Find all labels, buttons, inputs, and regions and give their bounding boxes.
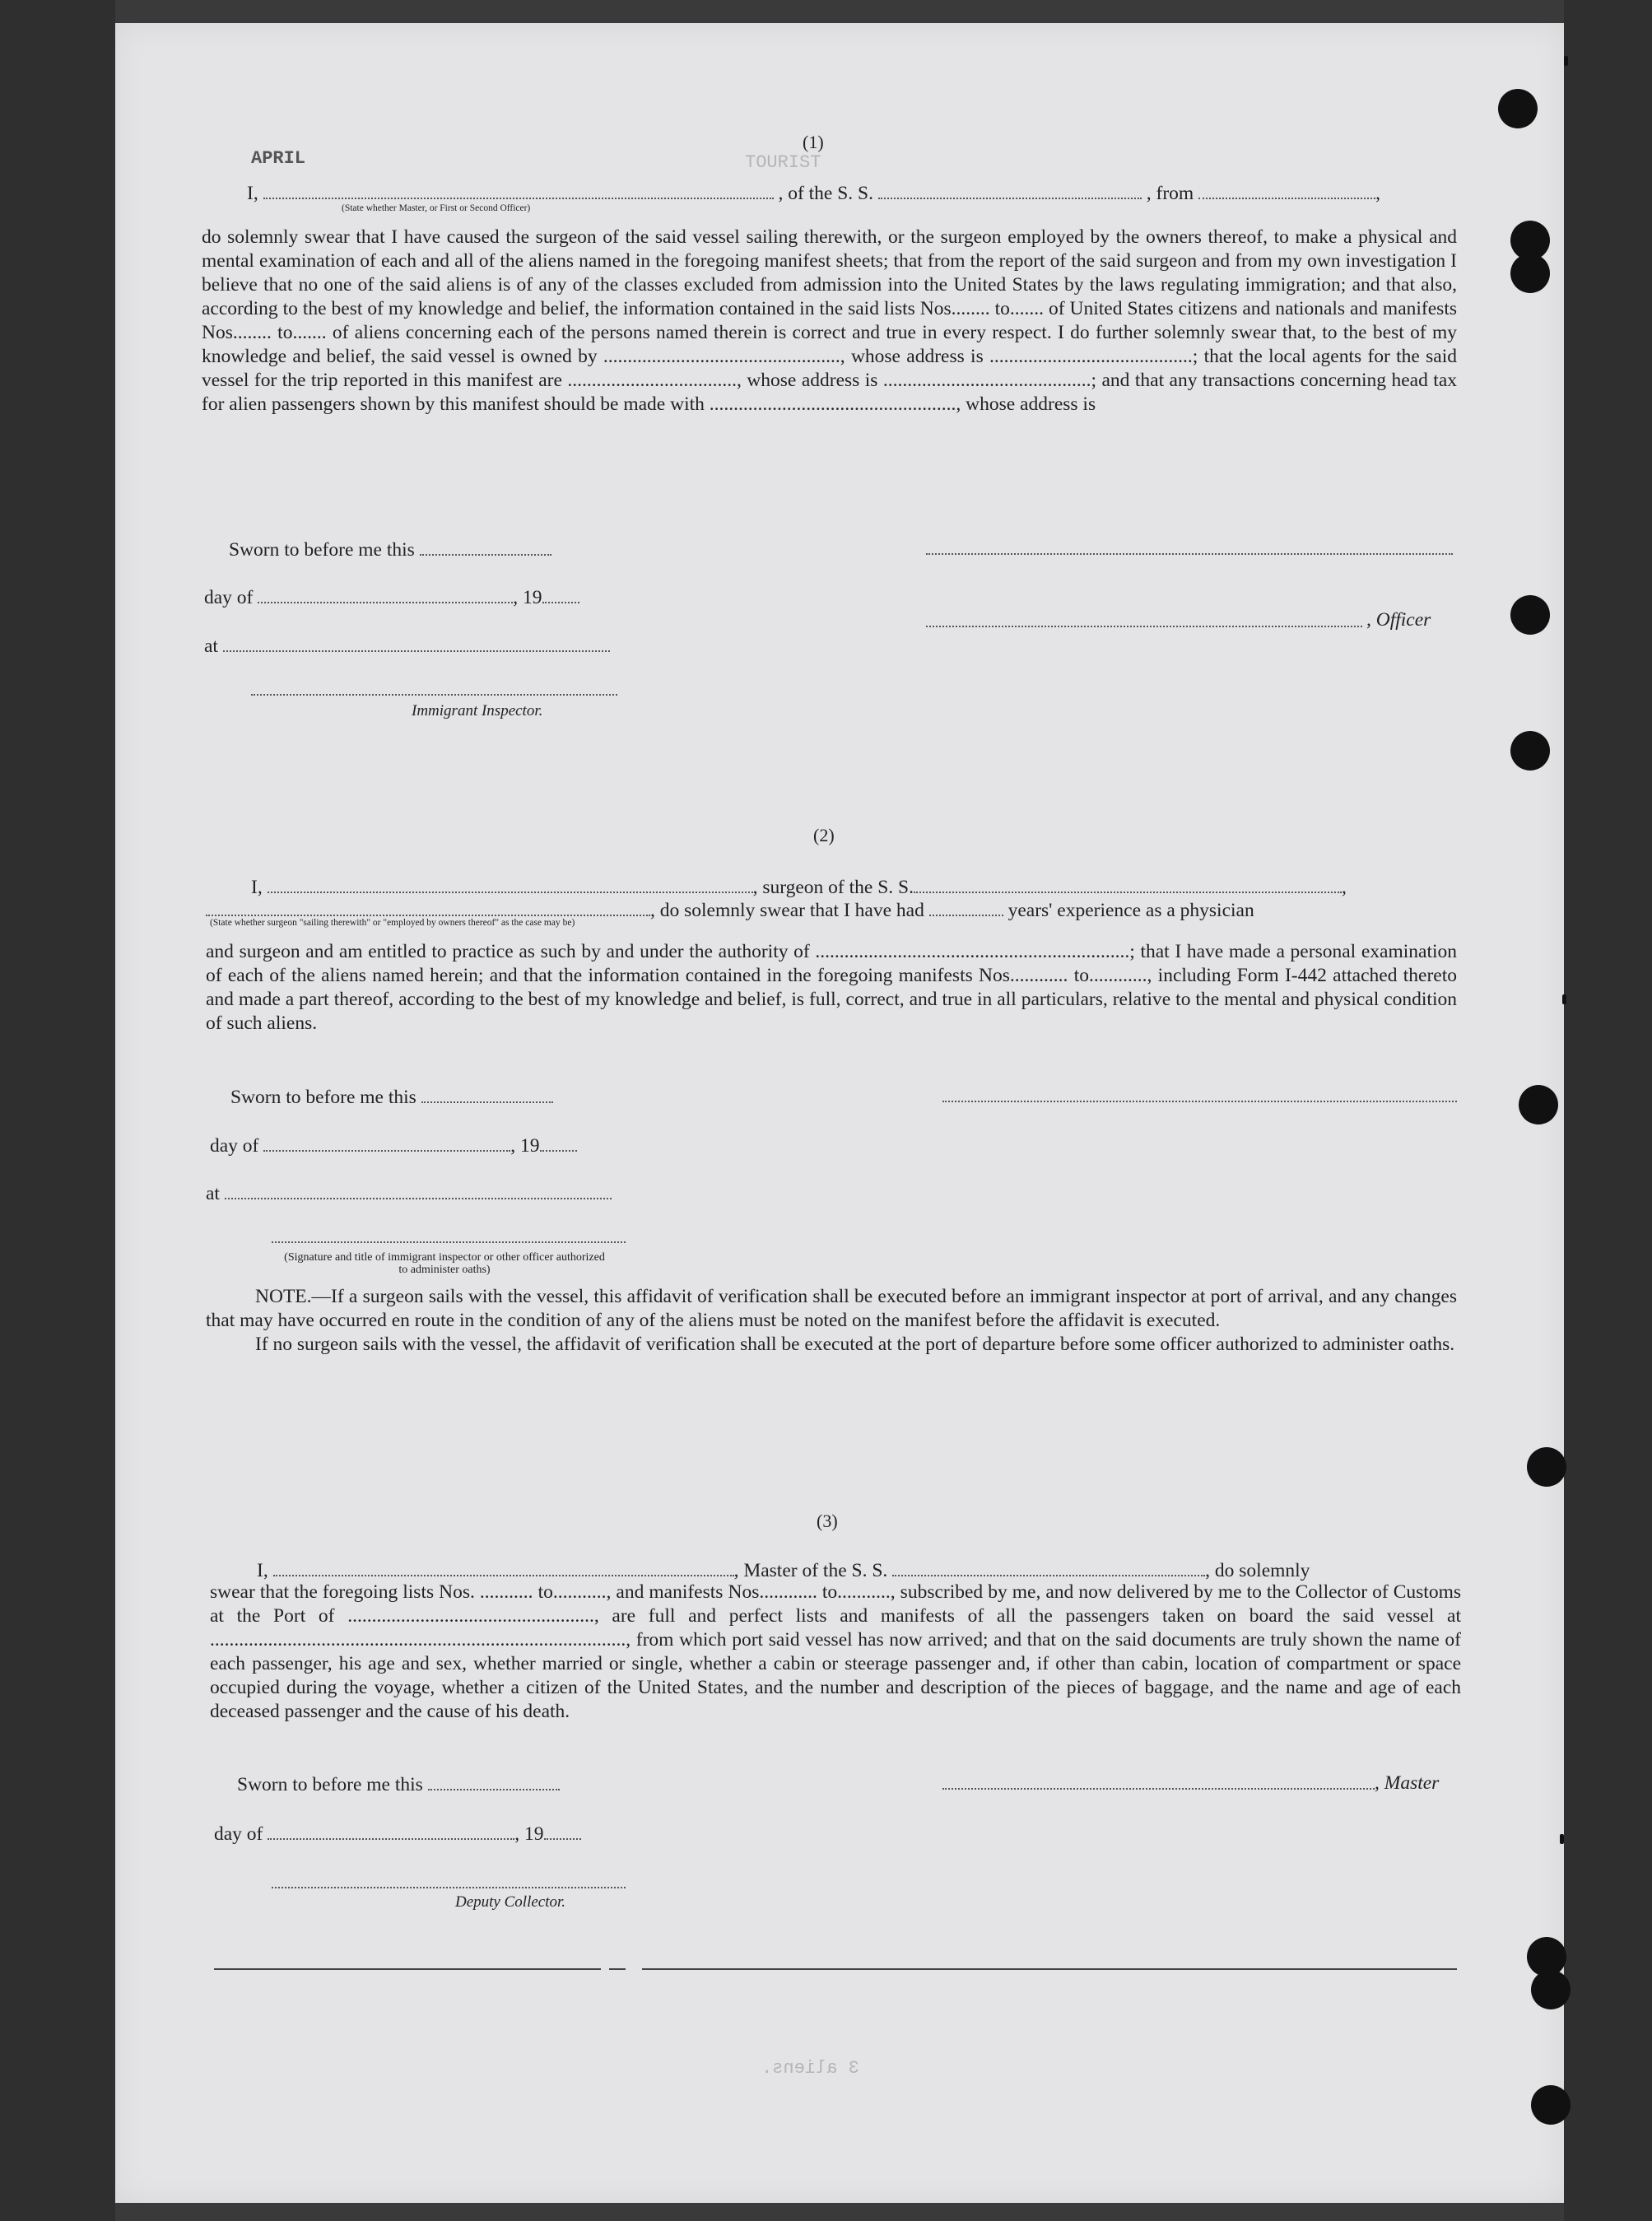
year-prefix: , 19 [514, 1823, 544, 1845]
from-label: , from [1146, 183, 1194, 204]
section-1-oath-line: I, , of the S. S. , from , [247, 183, 1380, 204]
scan-speck [1560, 1834, 1564, 1844]
surgeon-status-field[interactable] [206, 898, 650, 916]
footer-rule-left [214, 1968, 601, 1970]
footer-rule-dash [609, 1968, 626, 1970]
at-label: at [206, 1183, 220, 1204]
year-prefix: , 19 [513, 587, 542, 608]
inspector-signature-caption: (Signature and title of immigrant inspector or other officer authorized to administer oaths) [284, 1251, 605, 1276]
note-label: NOTE. [255, 1286, 312, 1307]
year-prefix: , 19 [510, 1135, 540, 1157]
year-field[interactable] [544, 1822, 581, 1840]
section-2-oath-text: and surgeon and am entitled to practice as such by and under the authority of .................................................................; that I have made a personal examination of each of the aliens named herein; and that the information contained in the foregoing manifests Nos............ to............, including Form I-442 attached thereto and made a part thereof, according to the best of my knowledge and belief, is full, correct, and true in all particulars, relative to the mental and physical condition of such aliens. [206, 941, 1457, 1034]
surgeon-caption: (State whether surgeon "sailing therewith" or "employed by owners thereof" as the case may be) [210, 918, 575, 928]
section-1-day-of [204, 585, 579, 609]
day-of-label: day of [214, 1823, 263, 1845]
scan-speck [1564, 56, 1568, 66]
swear-label: , do solemnly swear that I have had [650, 900, 924, 921]
section-3-number: (3) [817, 1511, 838, 1531]
section-2-number: (2) [813, 825, 835, 845]
years-label: years' experience as a physician [1007, 900, 1254, 921]
officer-signature-line[interactable] [926, 553, 1453, 555]
of-the-ss-label: , of the S. S. [778, 183, 874, 204]
master-signature-line[interactable] [942, 1788, 1375, 1790]
section-3-line-1 [257, 1558, 1310, 1582]
scan-margin-right [1564, 0, 1652, 2221]
day-field[interactable] [268, 1822, 514, 1840]
section-3-sworn [237, 1772, 560, 1796]
surgeon-signature-line[interactable] [942, 1101, 1457, 1102]
section-1-number: (1) [803, 132, 824, 152]
place-field[interactable] [223, 634, 610, 652]
bleed-through-stamp: TOURIST [745, 152, 821, 173]
punch-hole [1510, 595, 1550, 635]
section-3-oath-text: swear that the foregoing lists Nos. ........... to..........., and manifests Nos............ to..........., subscribed by me, and now delivered by me to the Collector of Customs at the Port of ..................................................., are full and perfect lists and manifests of all the passengers taken on board the said vessel at ......................................................................................, from which port said vessel has now arrived; and that on the said documents are truly shown the name of each passenger, his age and sex, whether married or single, whether a cabin or steerage passenger and, if other than cabin, location of compartment or space occupied during the voyage, whether a citizen of the United States, and the number and description of the pieces of baggage, and the name and age of each deceased passenger and the cause of his death. [210, 1581, 1461, 1722]
day-of-label: day of [210, 1135, 259, 1157]
note-text-2: If no surgeon sails with the vessel, the affidavit of verification shall be executed at the port of departure before some officer authorized to administer oaths. [255, 1334, 1455, 1355]
section-2-body [206, 940, 1457, 1036]
punch-hole [1527, 1447, 1566, 1487]
punch-hole [1519, 1085, 1558, 1124]
oath-i: I, [251, 877, 263, 898]
section-2-line-1: I, , surgeon of the S. S. , [251, 877, 1347, 898]
note-text: —If a surgeon sails with the vessel, this affidavit of verification shall be executed before an immigrant inspector at port of arrival, and any changes that may have occurred en route in the condition of any of the aliens must be noted on the manifest before the affidavit is executed. [206, 1286, 1457, 1331]
oath-i: I, [257, 1560, 268, 1581]
bleed-through-month: APRIL [251, 148, 306, 169]
section-2-sworn [230, 1085, 553, 1109]
footer-rule-right [642, 1968, 1457, 1970]
punch-hole [1510, 254, 1550, 293]
place-field[interactable] [225, 1181, 612, 1199]
inspector-signature-line[interactable] [272, 1241, 626, 1243]
master-label: , Master [1375, 1772, 1440, 1794]
section-1-body [202, 226, 1457, 417]
section-3-body [210, 1581, 1461, 1724]
years-experience-field[interactable] [929, 898, 1003, 916]
bleed-through-footer: 3 aliens. [761, 2058, 859, 2079]
section-2-note [206, 1285, 1457, 1357]
vessel-name-field[interactable] [892, 1558, 1205, 1576]
oath-i: I, [247, 183, 258, 204]
officer-name-field[interactable] [263, 181, 774, 199]
section-2-day-of [210, 1134, 577, 1157]
master-of-ss-label: , Master of the S. S. [733, 1560, 888, 1581]
punch-hole [1510, 731, 1550, 771]
deputy-collector-signature-line[interactable] [272, 1887, 626, 1888]
sworn-label: Sworn to before me this [230, 1087, 416, 1108]
at-label: at [204, 636, 218, 657]
do-solemnly-label: , do solemnly [1205, 1560, 1310, 1581]
section-1-oath-text: do solemnly swear that I have caused the surgeon of the said vessel sailing therewith, or the surgeon employed by the owners thereof, to make a physical and mental examination of each and all of the aliens named in the foregoing manifest sheets; that from the report of the said surgeon and from my own investigation I believe that no one of the said aliens is of any of the classes excluded from admission into the United States by the laws regulating immigration; and that also, according to the best of my knowledge and belief, the information contained in the said lists Nos........ to....... of United States citizens and nationals and manifests Nos........ to....... of aliens concerning each of the persons named therein is correct and true in every respect. I do further solemnly swear that, to the best of my knowledge and belief, the said vessel is owned by ................................................., whose address is ..........................................; that the local agents for the said vessel for the trip reported in this manifest are ..................................., whose address is ...........................................; and that any transactions concerning head tax for alien passengers shown by this manifest should be made with ..................................................., whose address is [202, 226, 1457, 415]
sworn-label: Sworn to before me this [229, 539, 415, 561]
inspector-title: Immigrant Inspector. [412, 702, 543, 719]
inspector-signature-line[interactable] [251, 694, 617, 696]
section-3-day-of [214, 1822, 581, 1846]
year-field[interactable] [542, 585, 579, 603]
punch-hole [1531, 2085, 1571, 2125]
punch-hole [1498, 89, 1538, 128]
sworn-label: Sworn to before me this [237, 1774, 423, 1795]
scan-speck [1562, 994, 1566, 1004]
vessel-name-field[interactable] [914, 875, 1342, 893]
scan-margin-left [0, 0, 115, 2221]
day-field[interactable] [263, 1134, 510, 1152]
day-field[interactable] [258, 585, 513, 603]
punch-hole [1531, 1970, 1571, 2009]
section-1-at [204, 634, 610, 658]
year-field[interactable] [540, 1134, 577, 1152]
sworn-date-field[interactable] [428, 1772, 560, 1790]
vessel-name-field[interactable] [878, 181, 1142, 199]
surgeon-name-field[interactable] [268, 875, 753, 893]
departure-port-field[interactable] [1198, 181, 1375, 199]
section-1-sworn [229, 538, 551, 561]
officer-title-line[interactable] [926, 626, 1362, 627]
sworn-date-field[interactable] [421, 1085, 553, 1103]
officer-caption: (State whether Master, or First or Second Officer) [342, 203, 531, 213]
section-2-at [206, 1181, 612, 1205]
deputy-collector-title: Deputy Collector. [455, 1893, 566, 1911]
surgeon-of-ss-label: , surgeon of the S. S. [752, 877, 914, 898]
day-of-label: day of [204, 587, 254, 608]
master-name-field[interactable] [273, 1558, 734, 1576]
sworn-date-field[interactable] [420, 538, 551, 556]
officer-label: , Officer [1366, 609, 1431, 631]
